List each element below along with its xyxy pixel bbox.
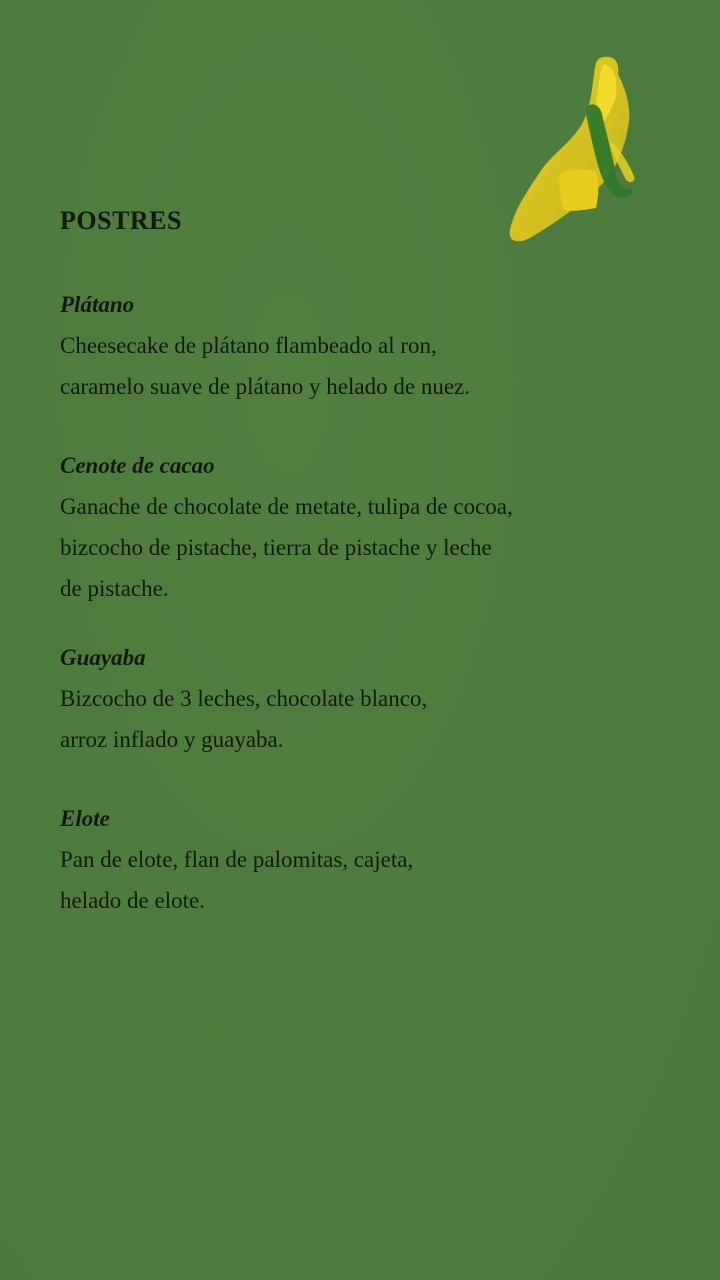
dish-elote bbox=[60, 804, 660, 921]
description-line: bizcocho de pistache, tierra de pistache y leche bbox=[60, 535, 492, 560]
dish-description bbox=[60, 839, 660, 921]
description-line: Ganache de chocolate de metate, tulipa de cocoa, bbox=[60, 494, 513, 519]
yellow-square-stroke bbox=[559, 169, 598, 211]
dish-description bbox=[60, 678, 660, 760]
description-line: Cheesecake de plátano flambeado al ron, bbox=[60, 333, 437, 358]
dish-name: Cenote de cacao bbox=[60, 453, 215, 478]
dish-description bbox=[60, 325, 660, 407]
banana-brushstroke-illustration bbox=[500, 50, 650, 250]
description-line: Bizcocho de 3 leches, chocolate blanco, bbox=[60, 686, 428, 711]
dish-name: Plátano bbox=[60, 292, 135, 317]
description-line: de pistache. bbox=[60, 576, 169, 601]
description-line: arroz inflado y guayaba. bbox=[60, 727, 284, 752]
dish-cenote-de-cacao bbox=[60, 451, 660, 609]
dish-platano bbox=[60, 290, 660, 407]
description-line: caramelo suave de plátano y helado de nuez. bbox=[60, 374, 470, 399]
description-line: Pan de elote, flan de palomitas, cajeta, bbox=[60, 847, 414, 872]
dish-guayaba bbox=[60, 643, 660, 760]
dish-description bbox=[60, 486, 660, 609]
menu-title: POSTRES bbox=[60, 206, 182, 235]
dish-name: Guayaba bbox=[60, 645, 146, 670]
dish-name: Elote bbox=[60, 806, 110, 831]
description-line: helado de elote. bbox=[60, 888, 205, 913]
